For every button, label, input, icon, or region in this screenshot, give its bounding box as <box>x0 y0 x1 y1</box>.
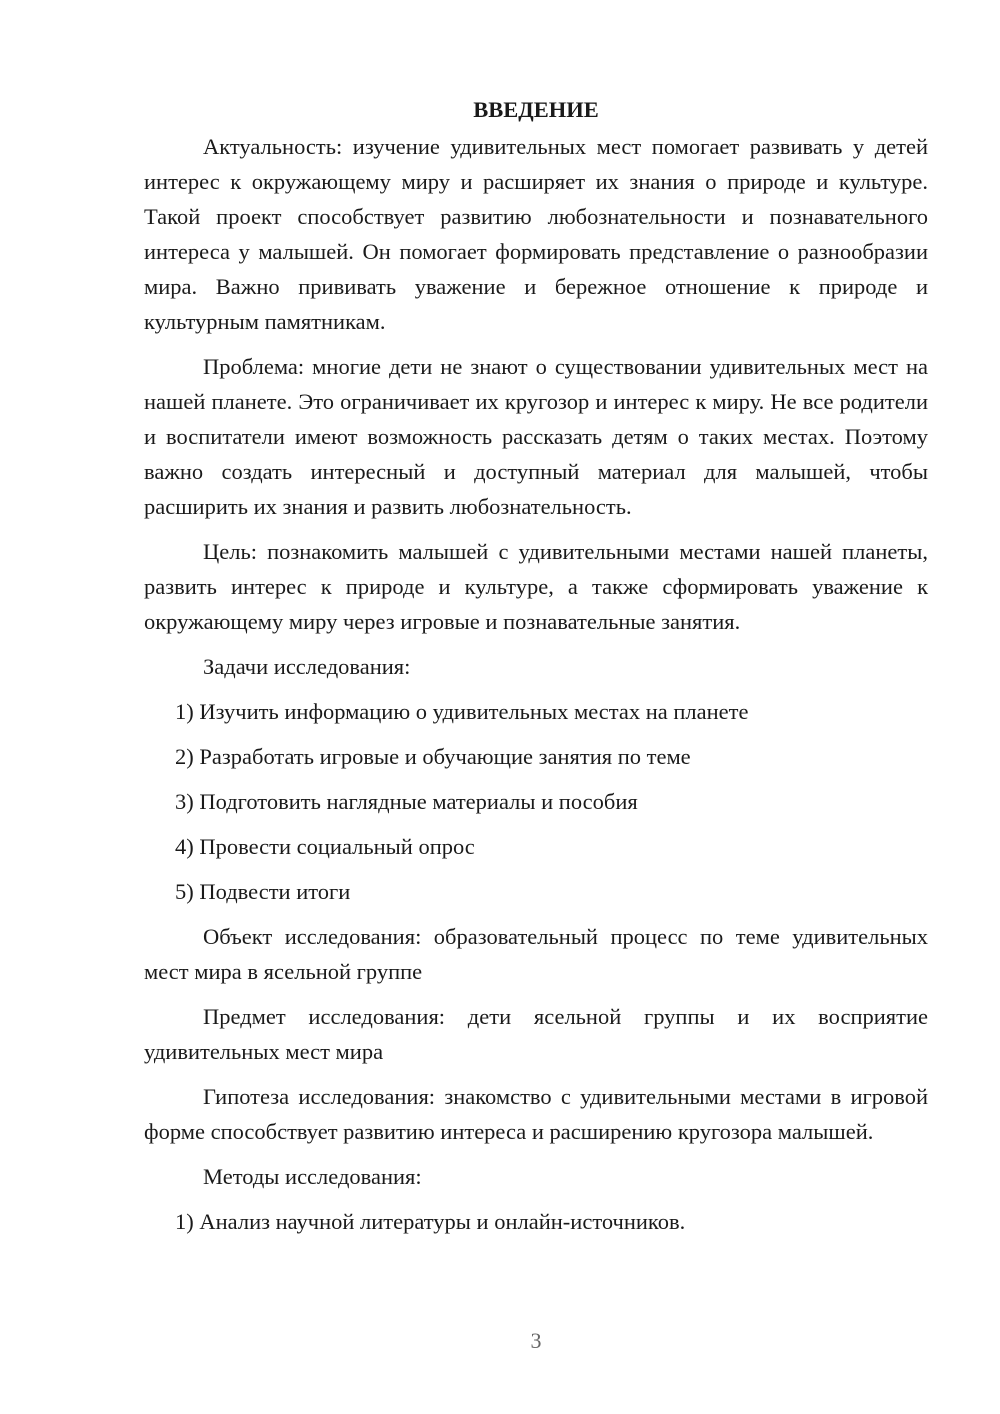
relevance-paragraph: Актуальность: изучение удивительных мест помогает развивать у детей интерес к окружающему миру и расширяет их знания о природе и культуре. Такой проект способствует развитию любознательности и познавательного интереса у малышей. Он помогает формировать представление о разнообразии мира. Важно прививать уважение и бережное отношение к природе и культурным памятникам. <box>144 134 928 334</box>
subject-paragraph: Предмет исследования: дети ясельной группы и их восприятие удивительных мест мира <box>144 1004 928 1064</box>
document-page <box>144 92 928 1249</box>
method-item: 1) Анализ научной литературы и онлайн-источников. <box>175 1209 686 1234</box>
task-item: 4) Провести социальный опрос <box>175 834 475 859</box>
task-item: 3) Подготовить наглядные материалы и пособия <box>175 789 638 814</box>
section-title: ВВЕДЕНИЕ <box>473 97 599 122</box>
task-item: 5) Подвести итоги <box>175 879 351 904</box>
hypothesis-paragraph: Гипотеза исследования: знакомство с удивительными местами в игровой форме способствует развитию интереса и расширению кругозора малышей. <box>144 1084 928 1144</box>
object-paragraph: Объект исследования: образовательный процесс по теме удивительных мест мира в ясельной группе <box>144 924 928 984</box>
goal-paragraph: Цель: познакомить малышей с удивительными местами нашей планеты, развить интерес к природе и культуре, а также сформировать уважение к окружающему миру через игровые и познавательные занятия. <box>144 539 928 634</box>
methods-label: Методы исследования: <box>203 1164 422 1189</box>
task-item: 2) Разработать игровые и обучающие занятия по теме <box>175 744 691 769</box>
tasks-label: Задачи исследования: <box>203 654 411 679</box>
problem-paragraph: Проблема: многие дети не знают о существовании удивительных мест на нашей планете. Это ограничивает их кругозор и интерес к миру. Не все родители и воспитатели имеют возможность рассказать детям о таких местах. Поэтому важно создать интересный и доступный материал для малышей, чтобы расширить их знания и развить любознательность. <box>144 354 928 519</box>
task-item: 1) Изучить информацию о удивительных местах на планете <box>175 699 749 724</box>
page-number: 3 <box>530 1328 542 1353</box>
